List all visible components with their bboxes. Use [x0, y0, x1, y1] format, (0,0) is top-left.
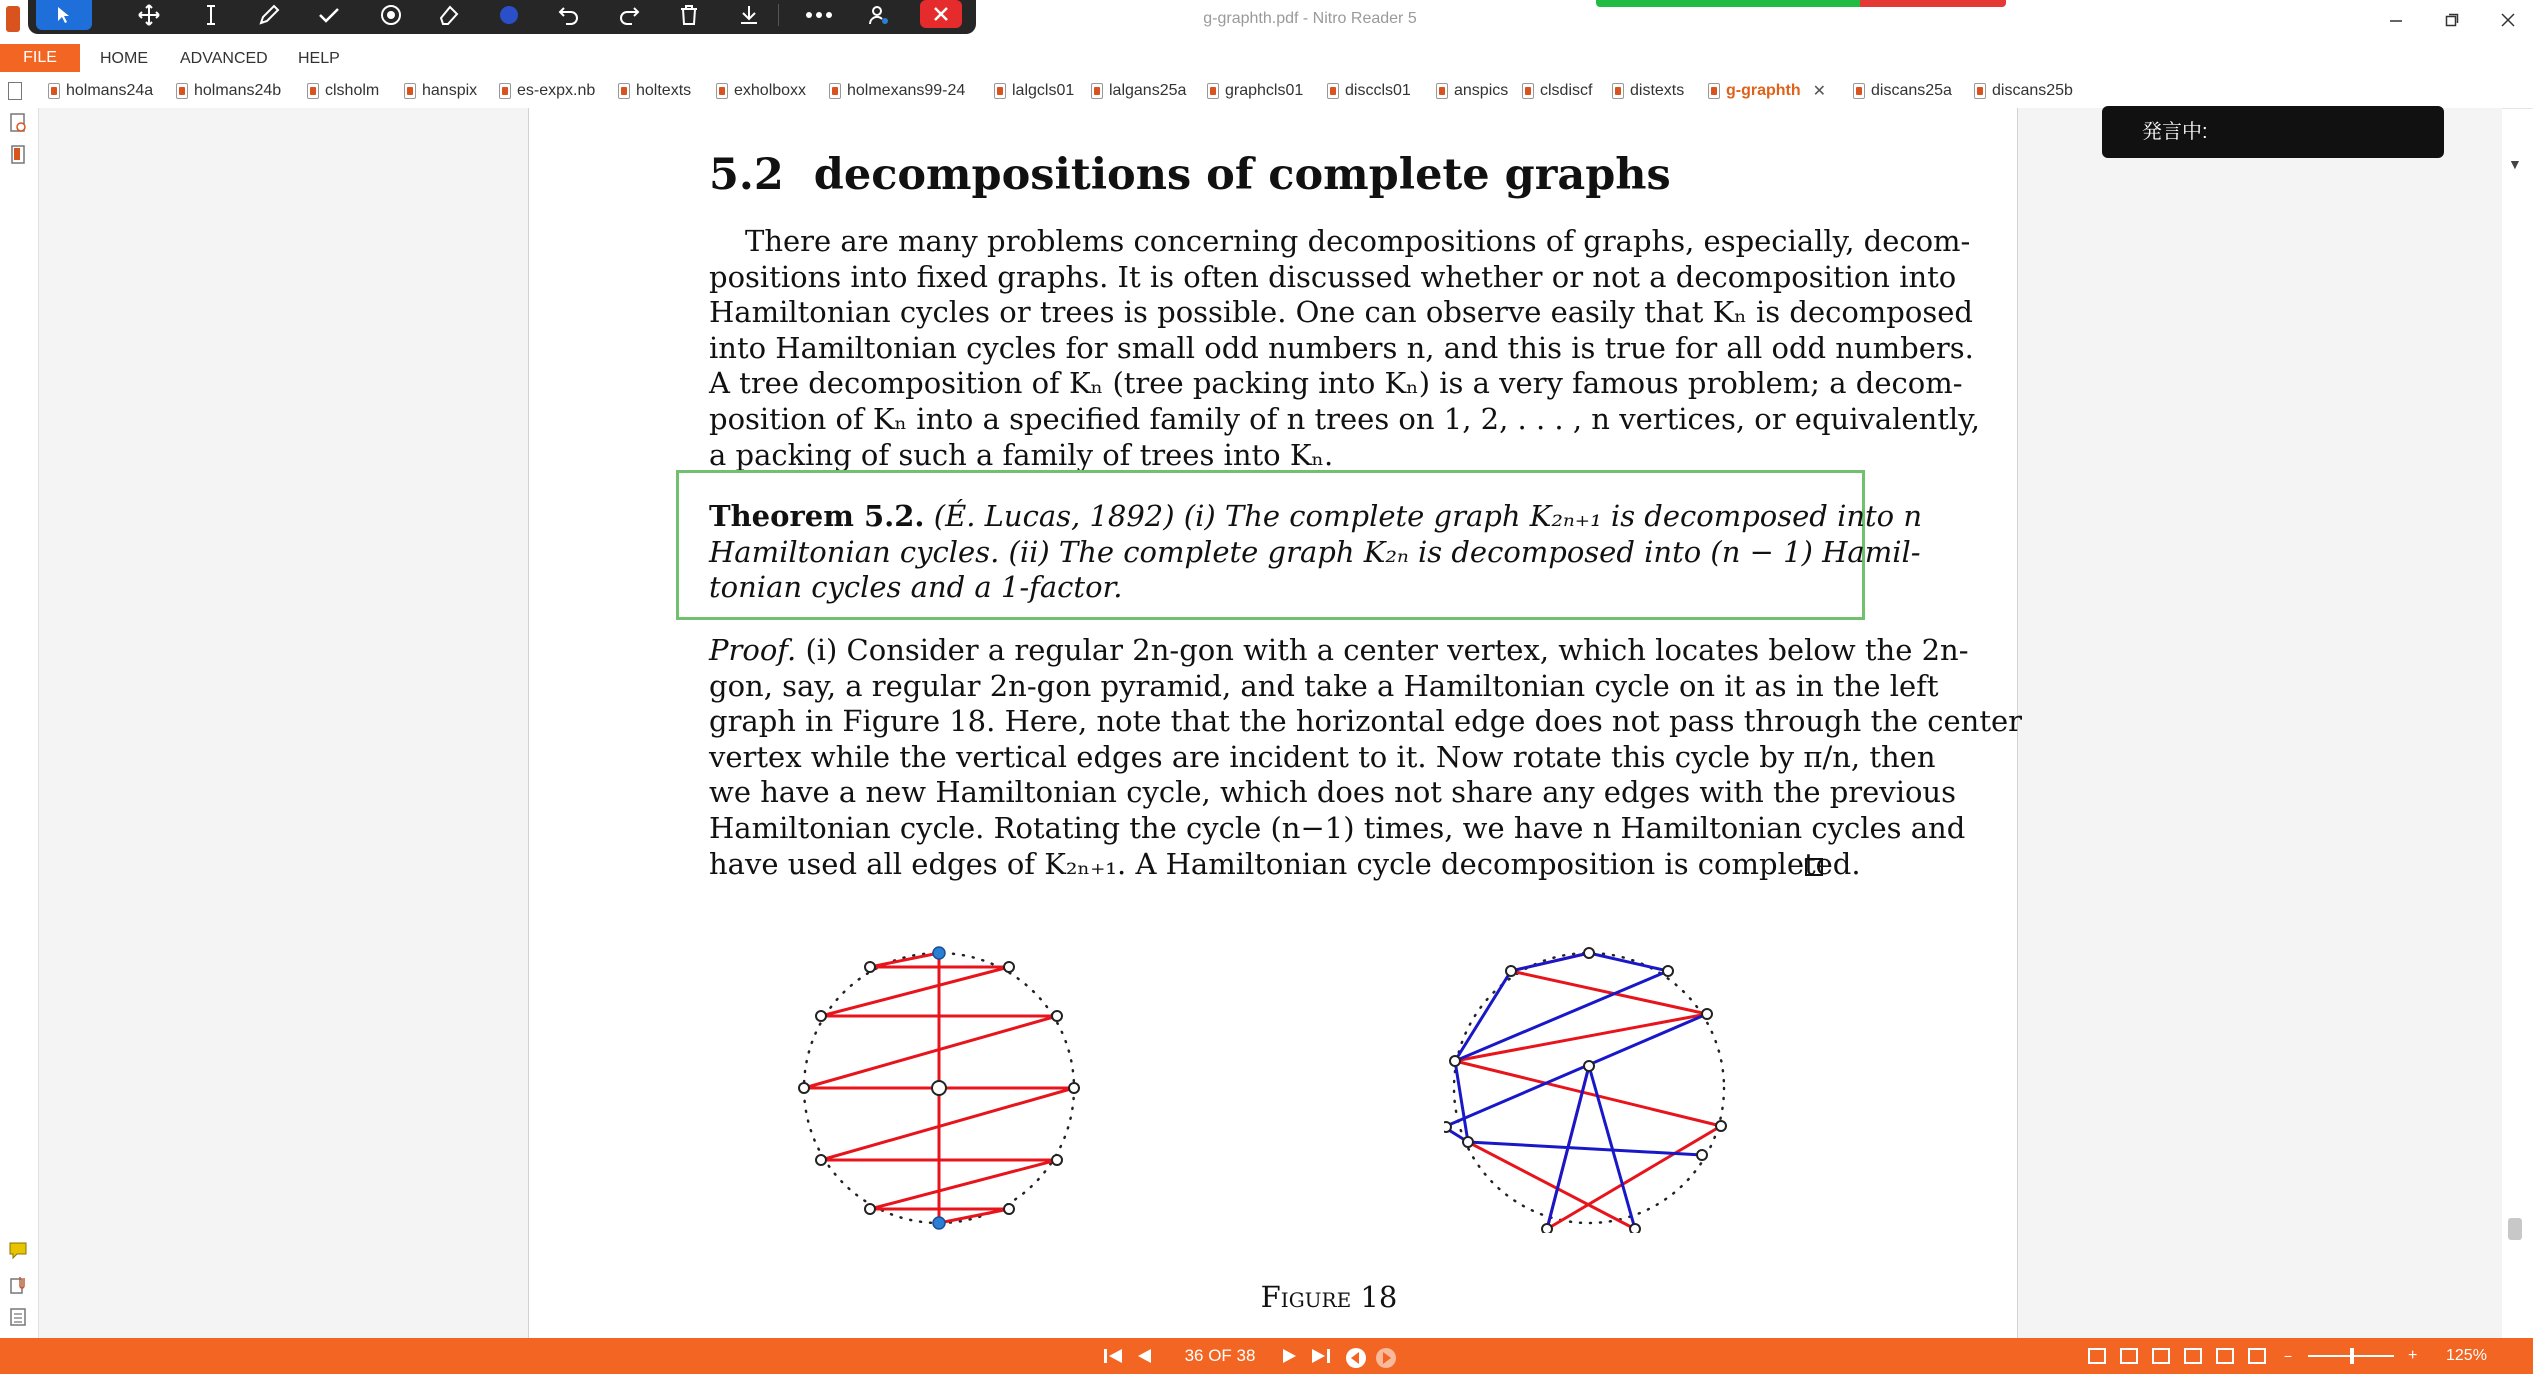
undo-button[interactable] — [548, 0, 590, 30]
circle-outline — [1454, 953, 1724, 1223]
back-circle-icon — [1344, 1346, 1368, 1370]
tab-overflow-chevron-icon[interactable]: ▼ — [2508, 156, 2522, 172]
toolbar-divider — [778, 4, 779, 26]
tab-label: holmans24b — [194, 82, 282, 99]
paragraph-line: vertex while the vertical edges are incident to it. Now rotate this cycle by π/n, then — [709, 739, 1936, 774]
vertex — [816, 1011, 826, 1021]
paragraph-line: Hamiltonian cycles or trees is possible. One can observe easily that Kₙ is decomposed — [709, 295, 1973, 330]
intro-paragraph — [709, 224, 1980, 473]
close-toolbar-button[interactable] — [920, 0, 962, 28]
pdf-file-icon — [1974, 83, 1986, 99]
close-tab-icon[interactable]: ✕ — [1812, 83, 1827, 100]
section-heading — [709, 150, 1671, 200]
tab-distexts[interactable] — [1612, 78, 1684, 104]
menu-file[interactable]: FILE — [0, 44, 80, 72]
tab-label: distexts — [1630, 82, 1685, 99]
tab-hanspix[interactable] — [404, 78, 477, 104]
left-side-rail — [0, 108, 39, 1338]
tab-label: g-graphth — [1726, 82, 1801, 99]
check-tool-button[interactable] — [308, 0, 350, 30]
tab-clsholm[interactable] — [307, 78, 379, 104]
close-icon — [933, 6, 949, 22]
proof-paragraph — [709, 633, 2023, 882]
pdf-file-icon — [1436, 83, 1448, 99]
facing-continuous-view-icon[interactable] — [2184, 1348, 2202, 1364]
figure-left-graph — [794, 943, 1084, 1233]
tab-lalgans25a[interactable] — [1091, 78, 1186, 104]
bottom-status-bar — [0, 1338, 2533, 1374]
theorem-label: Theorem 5.2. — [709, 499, 925, 533]
delete-button[interactable] — [668, 0, 710, 30]
paragraph-line: positions into fixed graphs. It is often discussed whether or not a decomposition into — [709, 259, 1957, 294]
tab-label: clsholm — [325, 82, 380, 99]
tab-label: exholboxx — [734, 82, 807, 99]
split-view-icon[interactable] — [2216, 1348, 2234, 1364]
vertex — [816, 1155, 826, 1165]
vertex — [1663, 966, 1673, 976]
vertex — [1463, 1137, 1473, 1147]
redo-icon — [618, 4, 640, 26]
eraser-icon — [438, 4, 460, 26]
vertex — [865, 1204, 875, 1214]
last-page-icon — [1308, 1346, 1332, 1366]
pdf-file-icon — [829, 83, 841, 99]
trash-icon — [679, 4, 699, 26]
redo-button[interactable] — [608, 0, 650, 30]
tab-label: lalgcls01 — [1012, 82, 1075, 99]
pen-icon — [258, 4, 280, 26]
center-vertex — [932, 1081, 946, 1095]
undo-icon — [558, 4, 580, 26]
tab-holmans24a[interactable] — [48, 78, 153, 104]
pdf-file-icon — [499, 83, 511, 99]
minimize-button[interactable] — [2376, 6, 2416, 34]
color-dot-icon — [498, 4, 520, 26]
tab-label: holmexans99-24 — [847, 82, 966, 99]
vertex — [1052, 1155, 1062, 1165]
text-cursor-icon — [204, 4, 218, 26]
attachments-icon[interactable] — [8, 1274, 28, 1296]
tab-holmans24b[interactable] — [176, 78, 281, 104]
tab-holmexans99-24[interactable] — [829, 78, 965, 104]
tab-label: discans25b — [1992, 82, 2073, 99]
move-icon — [138, 4, 160, 26]
checkmark-icon — [318, 6, 340, 24]
vertex — [1702, 1009, 1712, 1019]
tab-clsdiscf[interactable] — [1522, 78, 1592, 104]
paragraph-line: Hamiltonian cycle. Rotating the cycle (n−1) times, we have n Hamiltonian cycles and — [709, 810, 1966, 845]
menu-help[interactable]: HELP — [298, 50, 340, 67]
theorem-line: tonian cycles and a 1-factor. — [709, 570, 1123, 605]
forward-view-button[interactable] — [1374, 1346, 1398, 1366]
pdf-file-icon — [1091, 83, 1103, 99]
back-view-button[interactable] — [1344, 1346, 1368, 1366]
vertex — [1506, 966, 1516, 976]
zoom-level[interactable]: 125% — [2446, 1347, 2487, 1364]
fullscreen-view-icon[interactable] — [2248, 1348, 2266, 1364]
center-vertex — [1584, 1061, 1594, 1071]
paragraph-line: position of Kₙ into a specified family of n trees on 1, 2, . . . , n vertices, or equivalently, — [709, 401, 1980, 436]
tab-label: holmans24a — [66, 82, 154, 99]
recording-status-green — [1596, 0, 1860, 7]
document-title: g-graphth.pdf - Nitro Reader 5 — [1203, 10, 1417, 27]
pen-tool-button[interactable] — [248, 0, 290, 30]
stamp-tool-button[interactable] — [370, 0, 412, 30]
stamp-icon — [380, 4, 402, 26]
theorem-block — [709, 499, 1923, 606]
proof-label: Proof. — [709, 633, 797, 667]
more-options-button[interactable] — [798, 0, 840, 30]
tab-exholboxx[interactable] — [716, 78, 806, 104]
title-bar — [0, 0, 2533, 40]
highlight-vertex-bottom — [933, 1217, 945, 1229]
pdf-file-icon — [618, 83, 630, 99]
facing-view-icon[interactable] — [2152, 1348, 2170, 1364]
vertex — [1697, 1150, 1707, 1160]
tab-discans25a[interactable] — [1853, 78, 1952, 104]
ellipsis-icon — [805, 11, 833, 19]
zoom-slider-thumb[interactable] — [2350, 1348, 2354, 1364]
last-page-button[interactable] — [1308, 1346, 1332, 1366]
tab-label: disccls01 — [1345, 82, 1411, 99]
pdf-file-icon — [48, 83, 60, 99]
tab-label: lalgans25a — [1109, 82, 1187, 99]
vertex — [1052, 1011, 1062, 1021]
tab-graphcls01[interactable] — [1207, 78, 1303, 104]
paragraph-line: graph in Figure 18. Here, note that the horizontal edge does not pass through the center — [709, 704, 2023, 739]
vertex — [1004, 1204, 1014, 1214]
tab-es-expx[interactable] — [499, 78, 595, 104]
color-picker-button[interactable] — [488, 0, 530, 30]
paragraph-line: (i) Consider a regular 2n-gon with a center vertex, which locates below the 2n- — [805, 633, 1969, 667]
vertical-scrollbar[interactable] — [2506, 108, 2526, 1338]
vertex — [1450, 1056, 1460, 1066]
paragraph-line: into Hamiltonian cycles for small odd numbers n, and this is true for all odd numbers. — [709, 330, 1974, 365]
vertex — [1004, 962, 1014, 972]
speaking-indicator-popup: 発言中: — [2102, 106, 2444, 158]
pdf-file-icon — [1612, 83, 1624, 99]
pdf-page — [528, 108, 2023, 1338]
hand-tool-button[interactable] — [128, 0, 170, 30]
paragraph-line: A tree decomposition of Kₙ (tree packing into Kₙ) is a very famous problem; a decom- — [709, 366, 1963, 401]
tab-anspics[interactable] — [1436, 78, 1508, 104]
page-indicator[interactable]: 36 OF 38 — [1184, 1346, 1256, 1365]
vertex — [1630, 1224, 1640, 1233]
page-properties-icon[interactable] — [8, 112, 28, 134]
previous-page-icon — [1136, 1346, 1154, 1366]
qed-square-icon — [1805, 858, 1823, 876]
tab-label: discans25a — [1871, 82, 1952, 99]
download-icon — [738, 4, 760, 26]
vertex — [1584, 948, 1594, 958]
window-close-icon — [2501, 13, 2515, 27]
vertex — [1542, 1224, 1552, 1233]
download-button[interactable] — [728, 0, 770, 30]
previous-page-button[interactable] — [1136, 1346, 1154, 1366]
maximize-button[interactable] — [2432, 6, 2472, 34]
floating-toolbar — [28, 0, 976, 34]
tab-label: es-expx.nb — [517, 82, 596, 99]
pdf-file-icon — [1708, 83, 1720, 99]
pdf-file-icon — [176, 83, 188, 99]
forward-circle-icon — [1374, 1346, 1398, 1370]
pdf-file-icon — [1327, 83, 1339, 99]
comments-icon[interactable] — [8, 1240, 28, 1262]
select-tool-button[interactable] — [36, 0, 92, 30]
next-page-icon — [1280, 1346, 1298, 1366]
paragraph-line: a packing of such a family of trees into Kₙ. — [709, 437, 1334, 472]
vertex — [1716, 1121, 1726, 1131]
tab-discans25b[interactable] — [1974, 78, 2073, 104]
bookmarks-icon[interactable] — [8, 144, 28, 166]
maximize-icon — [2445, 13, 2459, 27]
section-number: 5.2 — [709, 150, 784, 200]
vertex — [799, 1083, 809, 1093]
theorem-line: Hamiltonian cycles. (ii) The complete graph K₂ₙ is decomposed into (n − 1) Hamil- — [709, 534, 1921, 569]
cursor-arrow-icon — [55, 5, 73, 25]
tab-label: anspics — [1454, 82, 1509, 99]
pdf-file-icon — [994, 83, 1006, 99]
recording-status-red — [1860, 0, 2006, 7]
paragraph-line: gon, say, a regular 2n-gon pyramid, and take a Hamiltonian cycle on it as in the left — [709, 668, 1939, 703]
pdf-file-icon — [307, 83, 319, 99]
single-page-view-icon[interactable] — [2088, 1348, 2106, 1364]
vertex — [1444, 1122, 1451, 1132]
pdf-file-icon — [1522, 83, 1534, 99]
user-settings-button[interactable] — [858, 0, 900, 30]
pdf-file-icon — [716, 83, 728, 99]
minimize-icon — [2389, 13, 2403, 27]
vertex — [1069, 1083, 1079, 1093]
tab-g-graphth[interactable] — [1708, 78, 1826, 104]
menu-bar — [0, 44, 2533, 72]
pdf-file-icon — [1207, 83, 1219, 99]
first-page-button[interactable] — [1102, 1346, 1126, 1366]
next-page-button[interactable] — [1280, 1346, 1298, 1366]
vertex — [865, 962, 875, 972]
tab-label: holtexts — [636, 82, 692, 99]
figure-right-graph — [1444, 943, 1734, 1233]
tab-label: clsdiscf — [1540, 82, 1593, 99]
figure-caption: Figure 18 — [1260, 1280, 1398, 1314]
section-title: decompositions of complete graphs — [813, 150, 1671, 200]
tab-label: graphcls01 — [1225, 82, 1304, 99]
text-select-button[interactable] — [190, 0, 232, 30]
output-panel-icon[interactable] — [8, 1306, 28, 1328]
paragraph-line: There are many problems concerning decompositions of graphs, especially, decom- — [745, 224, 1971, 258]
pdf-file-icon — [404, 83, 416, 99]
window-close-button[interactable] — [2488, 6, 2528, 34]
highlight-vertex-top — [933, 947, 945, 959]
tab-holtexts[interactable] — [618, 78, 691, 104]
menu-home[interactable]: HOME — [100, 50, 148, 67]
continuous-view-icon[interactable] — [2120, 1348, 2138, 1364]
tab-label: hanspix — [422, 82, 478, 99]
zoom-in-icon[interactable]: + — [2408, 1347, 2418, 1364]
tab-lalgcls01[interactable] — [994, 78, 1074, 104]
first-page-icon — [1102, 1346, 1126, 1366]
menu-advanced[interactable]: ADVANCED — [180, 50, 268, 67]
scrollbar-thumb[interactable] — [2508, 1218, 2522, 1240]
eraser-tool-button[interactable] — [428, 0, 470, 30]
pdf-file-icon — [1853, 83, 1865, 99]
page-thumbnail-icon[interactable] — [8, 82, 22, 100]
theorem-line: (É. Lucas, 1892) (i) The complete graph K₂ₙ₊₁ is decomposed into n — [933, 499, 1923, 533]
paragraph-line: have used all edges of K₂ₙ₊₁. A Hamiltonian cycle decomposition is completed. — [709, 846, 1861, 881]
tab-disccls01[interactable] — [1327, 78, 1411, 104]
user-gear-icon — [868, 4, 890, 26]
zoom-out-icon[interactable]: − — [2284, 1348, 2293, 1364]
nitro-logo-icon — [6, 6, 20, 32]
paragraph-line: we have a new Hamiltonian cycle, which does not share any edges with the previous — [709, 775, 1956, 810]
